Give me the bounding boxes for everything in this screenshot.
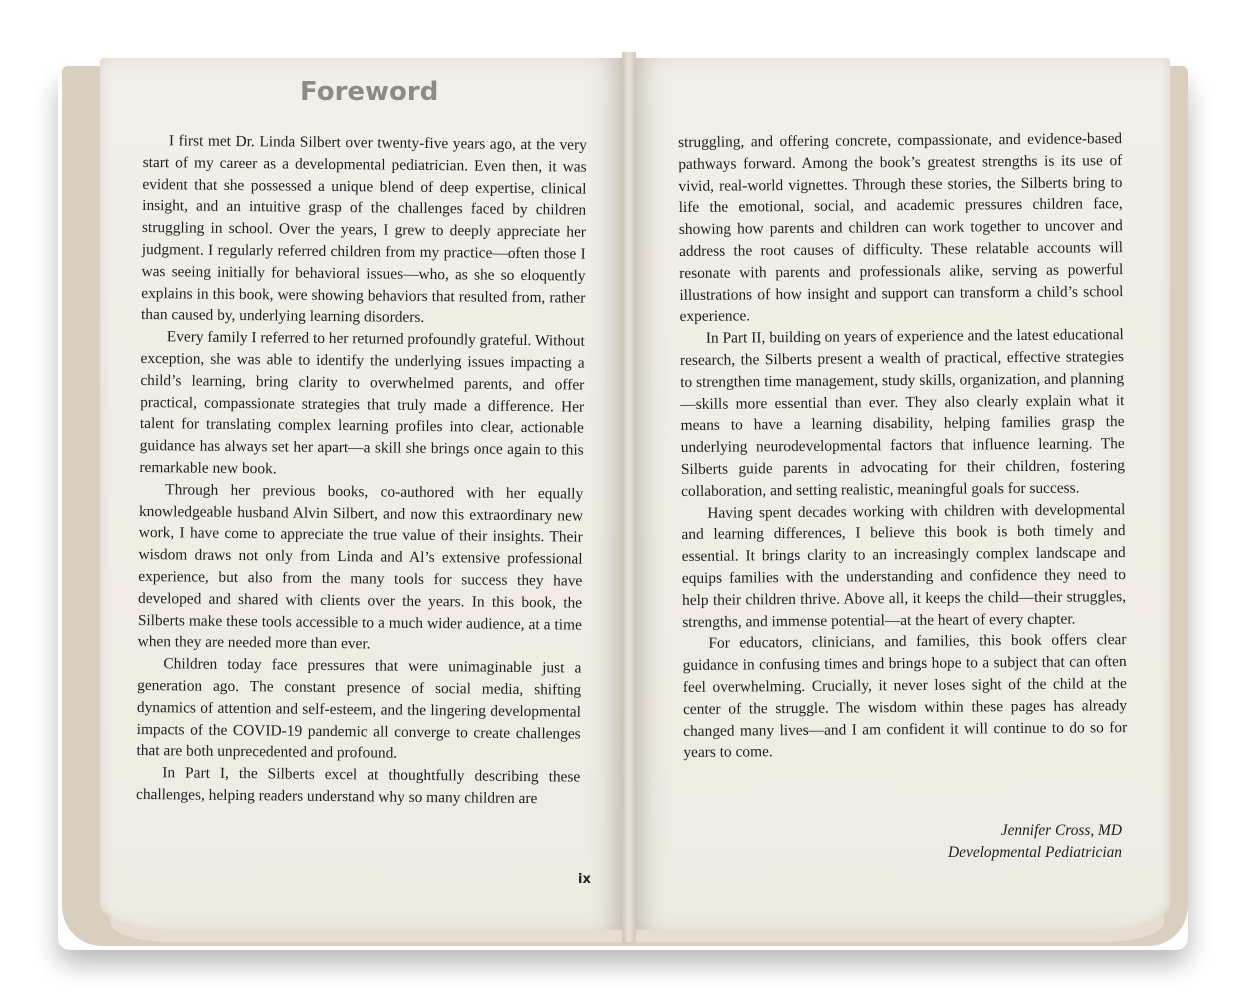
signature — [880, 820, 1122, 864]
paragraph: Having spent decades working with children with developmental and learning differences, I believe this book is both timely and essential. It brings clarity to an increasingly complex landscape and equips families with the understanding and confidence they need to help their children thrive. Above all, it keeps the child—their struggles, strengths, and immense potential—at the heart of every chapter. — [681, 500, 1127, 631]
paragraph: Through her previous books, co-authored with her equally knowledgeable husband Alvin Silbert, and now this extraordinary new work, I have come to appreciate the true value of their insights. Their wisdom draws not only from Linda and Al’s extensive professional experience, but also from the many tools for success they have developed and shared with clients over the years. In this book, the Silberts make these tools accessible to a much wider audience, at a time when they are needed more than ever. — [137, 481, 584, 653]
paragraph: Children today face pressures that were unimaginable just a generation ago. The constant presence of social media, shifting dynamics of attention and self-esteem, and the lingering developmental impacts of the COVID-19 pandemic all converge to create challenges that are both unprecedented and profound. — [136, 655, 582, 763]
paragraph: In Part I, the Silberts excel at thoughtfully describing these challenges, helping readers understand why so many children are — [135, 764, 581, 808]
signature-title: Developmental Pediatrician — [948, 844, 1122, 861]
paragraph-continuation: struggling, and offering concrete, compassionate, and evidence-based pathways forward. Among the book’s greatest strengths is its use of vivid, real-world vignettes. Through these stories, the Silberts bring to life the emotional, social, and academic pressures children face, showing how parents and children can work together to uncover and address the root causes of difficulty. These relatable accounts will resonate with parents and professionals alike, serving as powerful illustrations of how insight and support can transform a child’s school experience. — [678, 130, 1124, 326]
page-number: ix — [578, 872, 591, 887]
left-page-text — [136, 130, 587, 810]
paragraph: Every family I referred to her returned profoundly grateful. Without exception, she was able to identify the underlying issues impacting a child’s learning, bring clarity to overwhelmed parents, and offer practical, compassionate strategies that truly made a difference. Her talent for translating complex learning profiles into clear, actionable guidance has always set her apart—a skill she brings once again to this remarkable new book. — [139, 328, 585, 478]
paragraph: In Part II, building on years of experience and the latest educational research, the Silberts present a wealth of practical, effective strategies to strengthen time management, study skills, organization, and planning—skills more essential than ever. They also clearly explain what it means to have a learning disability, helping families grasp the underlying neurodevelopmental factors that influence learning. The Silberts guide parents in advocating for their children, fostering collaboration, and setting realistic, meaningful goals for success. — [679, 326, 1126, 500]
book-spine — [622, 52, 636, 942]
chapter-heading: Foreword — [300, 77, 439, 107]
signature-name: Jennifer Cross, MD — [1000, 822, 1122, 839]
right-page-text — [678, 128, 1127, 764]
paragraph: For educators, clinicians, and families, this book offers clear guidance in confusing times and brings hope to a subject that can often feel overwhelming. Crucially, it never loses sight of the child at the center of the struggle. The wisdom within these pages has already changed many lives—and I am confident it will continue to do so for years to come. — [682, 631, 1128, 762]
paragraph: I first met Dr. Linda Silbert over twenty-five years ago, at the very start of my career as a developmental pediatrician. Even then, it was evident that she possessed a unique blend of deep expertise, clinical insight, and an intuitive grasp of the challenges faced by children struggling in school. Over the years, I grew to deeply appreciate her judgment. I regularly referred children from my practice—often those I was seeing initially for behavioral issues—who, as she so eloquently explains in this book, were showing behaviors that resulted from, rather than caused by, underlying learning disorders. — [140, 132, 587, 327]
